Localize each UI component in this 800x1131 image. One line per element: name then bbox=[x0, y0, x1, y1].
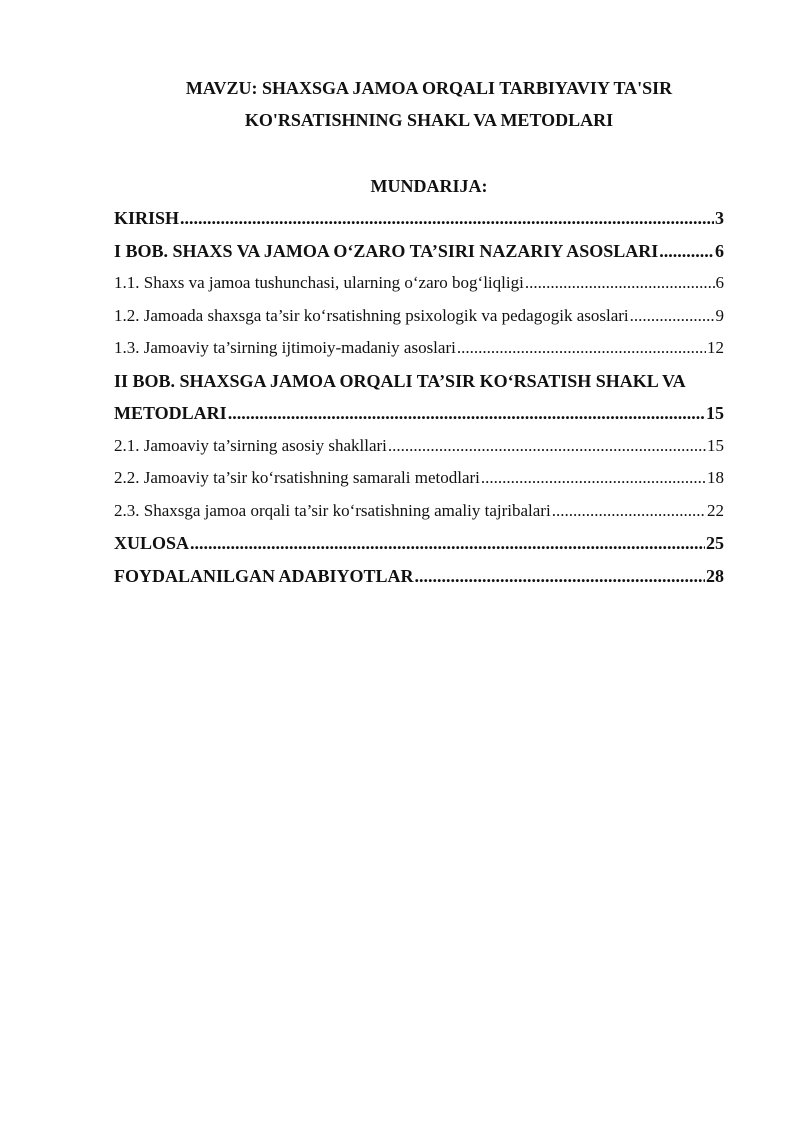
toc-page-number: 6 bbox=[715, 273, 724, 292]
toc-entry bbox=[114, 235, 724, 268]
toc-leader-dots bbox=[180, 202, 714, 235]
toc-entry-text: 2.2. Jamoaviy ta’sir ko‘rsatishning samarali metodlari bbox=[114, 468, 480, 487]
toc-entry bbox=[114, 430, 724, 463]
toc-entry-text: FOYDALANILGAN ADABIYOTLAR bbox=[114, 565, 414, 586]
toc-page-number: 15 bbox=[707, 435, 724, 455]
toc-entry bbox=[114, 267, 724, 300]
toc-entry bbox=[114, 365, 724, 398]
toc-page-number: 3 bbox=[715, 208, 724, 228]
toc-leader-dots bbox=[388, 430, 706, 463]
toc-page-number: 6 bbox=[715, 240, 724, 261]
toc-entry-text: METODLARI bbox=[114, 403, 227, 423]
toc-leader-dots bbox=[630, 300, 715, 333]
toc-leader-dots bbox=[190, 527, 705, 560]
toc-entry-text: KIRISH bbox=[114, 208, 180, 228]
toc-leader-dots bbox=[659, 235, 714, 268]
title-line-2: KO'RSATISHNING SHAKL VA METODLARI bbox=[244, 110, 614, 130]
toc-entry-text: II BOB. SHAXSGA JAMOA ORQALI TA’SIR KO‘RSATISH SHAKL VA bbox=[114, 370, 686, 391]
toc-leader-dots bbox=[415, 560, 705, 593]
toc-entry-text: I BOB. SHAXS VA JAMOA O‘ZARO TA’SIRI NAZARIY ASOSLARI bbox=[114, 240, 659, 261]
toc-page-number: 9 bbox=[715, 305, 724, 325]
toc-entry-text: XULOSA bbox=[114, 533, 190, 553]
toc-leader-dots bbox=[457, 332, 706, 365]
toc-entry bbox=[114, 397, 724, 430]
toc-entry-text: 1.3. Jamoaviy ta’sirning ijtimoiy-madaniy asoslari bbox=[114, 338, 456, 357]
toc-heading: MUNDARIJA: bbox=[370, 176, 488, 196]
toc-page-number: 18 bbox=[707, 468, 724, 487]
toc-leader-dots bbox=[228, 397, 705, 430]
toc-entry bbox=[114, 202, 724, 235]
toc-entry bbox=[114, 560, 724, 593]
toc-page-number: 12 bbox=[707, 338, 724, 357]
toc-entry bbox=[114, 332, 724, 365]
toc-entry bbox=[114, 462, 724, 495]
toc-page-number: 15 bbox=[706, 403, 724, 423]
toc-entry bbox=[114, 527, 724, 560]
toc-entry-text: 1.2. Jamoada shaxsga ta’sir ko‘rsatishning psixologik va pedagogik asoslari bbox=[114, 305, 629, 325]
toc-entry-text: 1.1. Shaxs va jamoa tushunchasi, ularning o‘zaro bog‘liqligi bbox=[114, 273, 524, 292]
toc-entry-text: 2.3. Shaxsga jamoa orqali ta’sir ko‘rsatishning amaliy tajribalari bbox=[114, 500, 551, 520]
document-title bbox=[114, 72, 744, 136]
toc-entry bbox=[114, 495, 724, 528]
toc-entry-text: 2.1. Jamoaviy ta’sirning asosiy shakllari bbox=[114, 435, 387, 455]
toc-page-number: 22 bbox=[707, 500, 724, 520]
title-line-1: MAVZU: SHAXSGA JAMOA ORQALI TARBIYAVIY TA'SIR bbox=[185, 78, 673, 98]
toc-entry bbox=[114, 300, 724, 333]
table-of-contents bbox=[114, 202, 724, 592]
toc-page-number: 25 bbox=[706, 533, 724, 553]
toc-leader-dots bbox=[552, 495, 706, 528]
toc-leader-dots bbox=[525, 267, 715, 300]
toc-page-number: 28 bbox=[706, 565, 724, 586]
toc-leader-dots bbox=[481, 462, 706, 495]
